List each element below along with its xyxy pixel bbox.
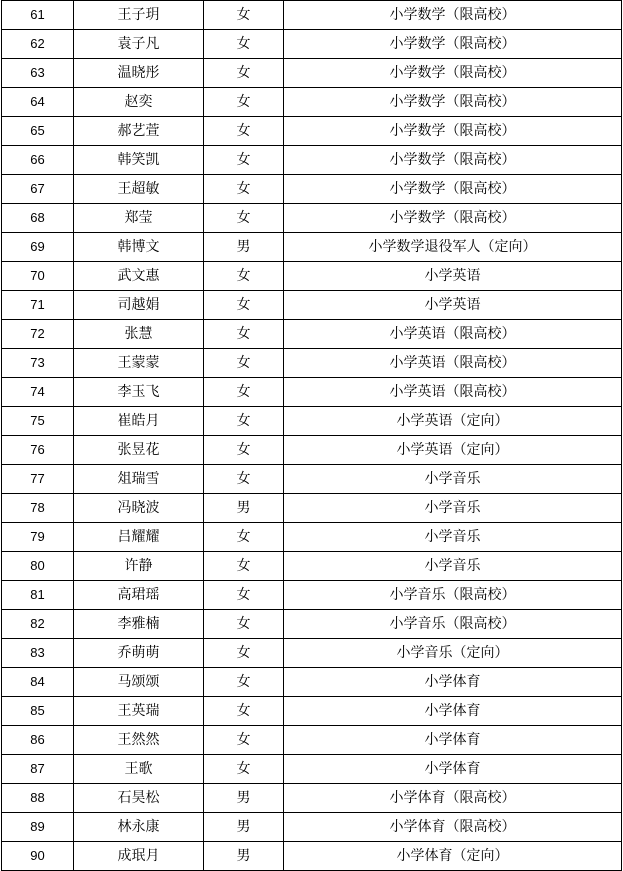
name-cell: 成珉月 [74,842,204,871]
gender-cell: 女 [204,378,284,407]
row-number-cell: 79 [2,523,74,552]
gender-cell: 女 [204,204,284,233]
row-number-cell: 87 [2,755,74,784]
table-row [2,320,622,349]
name-cell: 王超敏 [74,175,204,204]
row-number-cell: 61 [2,1,74,30]
gender-cell: 女 [204,146,284,175]
subject-cell: 小学音乐 [284,465,622,494]
subject-cell: 小学数学（限高校） [284,88,622,117]
roster-table [1,0,622,871]
table-row [2,436,622,465]
table-row [2,117,622,146]
subject-cell: 小学体育 [284,726,622,755]
gender-cell: 女 [204,291,284,320]
row-number-cell: 74 [2,378,74,407]
row-number-cell: 88 [2,784,74,813]
name-cell: 张昱花 [74,436,204,465]
name-cell: 郝艺萱 [74,117,204,146]
subject-cell: 小学数学（限高校） [284,1,622,30]
subject-cell: 小学数学退役军人（定向） [284,233,622,262]
gender-cell: 男 [204,784,284,813]
subject-cell: 小学数学（限高校） [284,204,622,233]
row-number-cell: 78 [2,494,74,523]
row-number-cell: 62 [2,30,74,59]
gender-cell: 女 [204,668,284,697]
name-cell: 王蒙蒙 [74,349,204,378]
subject-cell: 小学音乐（限高校） [284,610,622,639]
row-number-cell: 84 [2,668,74,697]
table-row [2,204,622,233]
row-number-cell: 90 [2,842,74,871]
subject-cell: 小学数学（限高校） [284,59,622,88]
name-cell: 武文惠 [74,262,204,291]
name-cell: 郑莹 [74,204,204,233]
row-number-cell: 73 [2,349,74,378]
name-cell: 王然然 [74,726,204,755]
name-cell: 袁子凡 [74,30,204,59]
gender-cell: 女 [204,349,284,378]
subject-cell: 小学数学（限高校） [284,146,622,175]
name-cell: 王歌 [74,755,204,784]
name-cell: 高珺瑶 [74,581,204,610]
row-number-cell: 89 [2,813,74,842]
table-row [2,639,622,668]
row-number-cell: 67 [2,175,74,204]
name-cell: 王英瑞 [74,697,204,726]
gender-cell: 女 [204,639,284,668]
name-cell: 李玉飞 [74,378,204,407]
roster-table-body [2,1,622,871]
gender-cell: 男 [204,813,284,842]
row-number-cell: 72 [2,320,74,349]
table-row [2,523,622,552]
row-number-cell: 66 [2,146,74,175]
name-cell: 乔萌萌 [74,639,204,668]
name-cell: 吕耀耀 [74,523,204,552]
name-cell: 李雅楠 [74,610,204,639]
subject-cell: 小学体育（限高校） [284,784,622,813]
table-row [2,813,622,842]
table-row [2,262,622,291]
gender-cell: 女 [204,465,284,494]
row-number-cell: 64 [2,88,74,117]
subject-cell: 小学英语（限高校） [284,378,622,407]
row-number-cell: 82 [2,610,74,639]
subject-cell: 小学数学（限高校） [284,117,622,146]
name-cell: 许静 [74,552,204,581]
row-number-cell: 81 [2,581,74,610]
subject-cell: 小学音乐（限高校） [284,581,622,610]
subject-cell: 小学英语（定向） [284,407,622,436]
table-row [2,88,622,117]
subject-cell: 小学英语（限高校） [284,349,622,378]
table-row [2,842,622,871]
row-number-cell: 63 [2,59,74,88]
subject-cell: 小学音乐 [284,552,622,581]
row-number-cell: 77 [2,465,74,494]
table-row [2,610,622,639]
table-row [2,349,622,378]
row-number-cell: 75 [2,407,74,436]
row-number-cell: 86 [2,726,74,755]
table-row [2,784,622,813]
gender-cell: 女 [204,581,284,610]
name-cell: 温晓彤 [74,59,204,88]
table-row [2,146,622,175]
gender-cell: 女 [204,610,284,639]
row-number-cell: 80 [2,552,74,581]
gender-cell: 女 [204,30,284,59]
subject-cell: 小学音乐 [284,523,622,552]
gender-cell: 女 [204,1,284,30]
table-row [2,697,622,726]
name-cell: 司越娟 [74,291,204,320]
table-row [2,175,622,204]
name-cell: 韩笑凯 [74,146,204,175]
name-cell: 崔皓月 [74,407,204,436]
table-row [2,494,622,523]
gender-cell: 男 [204,494,284,523]
gender-cell: 男 [204,842,284,871]
row-number-cell: 69 [2,233,74,262]
table-row [2,378,622,407]
subject-cell: 小学英语 [284,262,622,291]
table-row [2,30,622,59]
name-cell: 马颂颂 [74,668,204,697]
row-number-cell: 83 [2,639,74,668]
table-row [2,668,622,697]
name-cell: 林永康 [74,813,204,842]
table-row [2,291,622,320]
subject-cell: 小学英语 [284,291,622,320]
table-row [2,755,622,784]
table-row [2,465,622,494]
row-number-cell: 70 [2,262,74,291]
row-number-cell: 65 [2,117,74,146]
gender-cell: 女 [204,523,284,552]
table-row [2,59,622,88]
row-number-cell: 85 [2,697,74,726]
subject-cell: 小学体育（定向） [284,842,622,871]
gender-cell: 女 [204,262,284,291]
gender-cell: 女 [204,175,284,204]
subject-cell: 小学体育 [284,668,622,697]
table-row [2,407,622,436]
table-row [2,1,622,30]
row-number-cell: 76 [2,436,74,465]
name-cell: 张慧 [74,320,204,349]
subject-cell: 小学体育 [284,755,622,784]
gender-cell: 女 [204,117,284,146]
table-row [2,581,622,610]
subject-cell: 小学体育 [284,697,622,726]
gender-cell: 女 [204,59,284,88]
subject-cell: 小学英语（限高校） [284,320,622,349]
gender-cell: 女 [204,726,284,755]
gender-cell: 男 [204,233,284,262]
gender-cell: 女 [204,407,284,436]
table-row [2,233,622,262]
subject-cell: 小学数学（限高校） [284,175,622,204]
row-number-cell: 71 [2,291,74,320]
name-cell: 王子玥 [74,1,204,30]
name-cell: 石昊松 [74,784,204,813]
subject-cell: 小学英语（定向） [284,436,622,465]
name-cell: 韩博文 [74,233,204,262]
gender-cell: 女 [204,88,284,117]
table-row [2,726,622,755]
gender-cell: 女 [204,436,284,465]
subject-cell: 小学数学（限高校） [284,30,622,59]
gender-cell: 女 [204,552,284,581]
name-cell: 冯晓波 [74,494,204,523]
table-row [2,552,622,581]
row-number-cell: 68 [2,204,74,233]
subject-cell: 小学音乐 [284,494,622,523]
subject-cell: 小学音乐（定向） [284,639,622,668]
gender-cell: 女 [204,755,284,784]
subject-cell: 小学体育（限高校） [284,813,622,842]
name-cell: 赵奕 [74,88,204,117]
gender-cell: 女 [204,320,284,349]
name-cell: 俎瑞雪 [74,465,204,494]
gender-cell: 女 [204,697,284,726]
